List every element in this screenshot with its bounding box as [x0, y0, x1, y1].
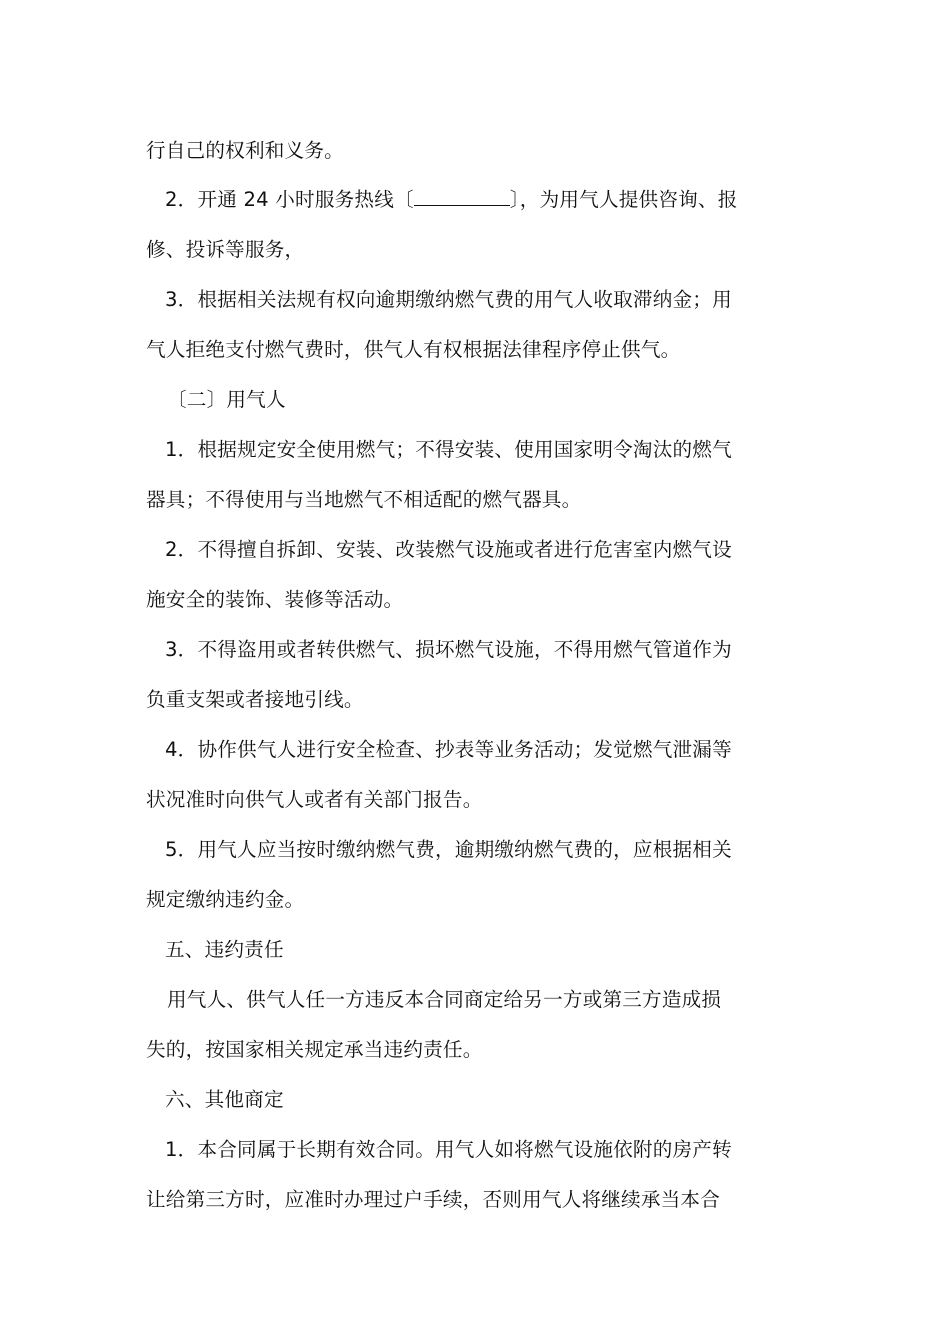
- text-line: 1．本合同属于长期有效合同。用气人如将燃气设施依附的房产转: [165, 1138, 732, 1161]
- text-line: 3．不得盗用或者转供燃气、损坏燃气设施，不得用燃气管道作为: [165, 638, 732, 661]
- section-heading: 六、其他商定: [165, 1088, 284, 1111]
- section-heading: 五、违约责任: [165, 938, 284, 961]
- text-line: 2．不得擅自拆卸、安装、改装燃气设施或者进行危害室内燃气设: [165, 538, 732, 561]
- text-line: 规定缴纳违约金。: [146, 888, 305, 911]
- text-line: 修、投诉等服务，: [146, 238, 305, 261]
- text-line: 用气人、供气人任一方违反本合同商定给另一方或第三方造成损: [167, 988, 722, 1011]
- text-line: 器具；不得使用与当地燃气不相适配的燃气器具。: [146, 488, 582, 511]
- text-line: 3．根据相关法规有权向逾期缴纳燃气费的用气人收取滞纳金；用: [165, 288, 732, 311]
- text-line: 负重支架或者接地引线。: [146, 688, 364, 711]
- section-heading: 〔二〕用气人: [167, 388, 286, 411]
- text-line: 行自己的权利和义务。: [146, 139, 344, 162]
- text-line: 让给第三方时，应准时办理过户手续，否则用气人将继续承当本合: [146, 1188, 721, 1211]
- text-line: 4．协作供气人进行安全检查、抄表等业务活动；发觉燃气泄漏等: [165, 738, 732, 761]
- hotline-text-start: 2．开通 24 小时服务热线〔: [165, 188, 414, 211]
- hotline-blank-field: [414, 183, 510, 206]
- text-line: 1．根据规定安全使用燃气；不得安装、使用国家明令淘汰的燃气: [165, 438, 732, 461]
- text-line: 施安全的装饰、装修等活动。: [146, 588, 404, 611]
- text-line: 5．用气人应当按时缴纳燃气费，逾期缴纳燃气费的，应根据相关: [165, 838, 732, 861]
- text-line: 气人拒绝支付燃气费时，供气人有权根据法律程序停止供气。: [146, 338, 681, 361]
- text-line: 状况准时向供气人或者有关部门报告。: [146, 788, 483, 811]
- text-line: 失的，按国家相关规定承当违约责任。: [146, 1038, 483, 1061]
- hotline-text-end: 〕，为用气人提供咨询、报: [509, 188, 738, 211]
- text-line-hotline: [165, 183, 835, 217]
